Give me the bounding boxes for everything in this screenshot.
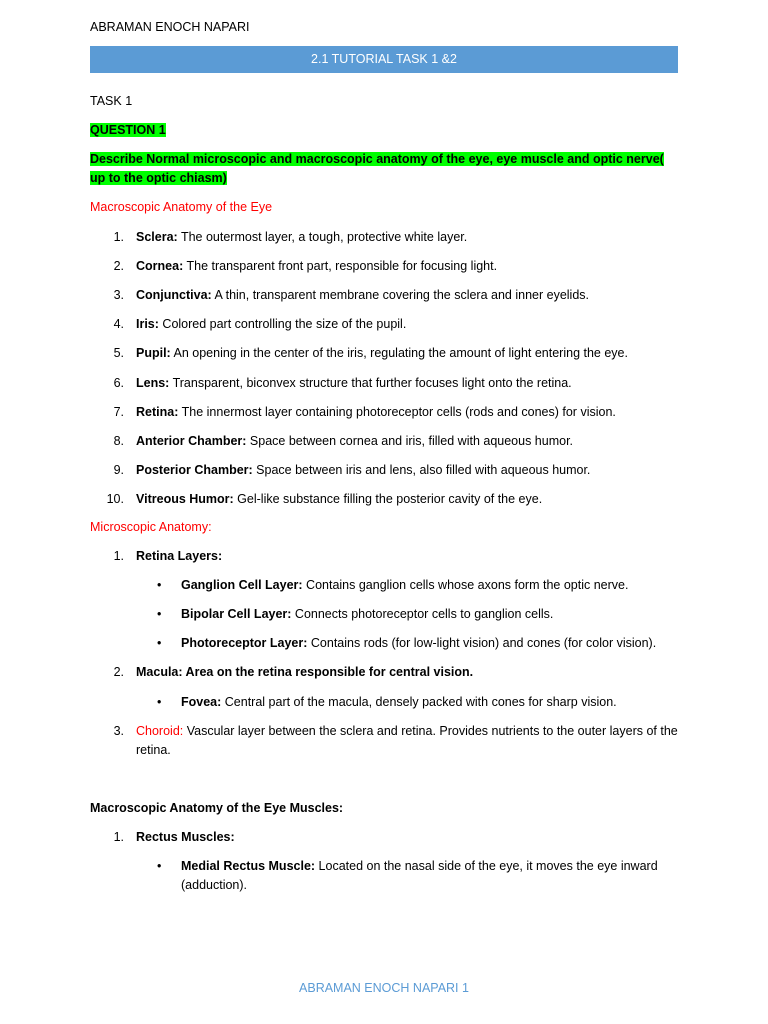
retina-layers-label-text: Retina Layers: (136, 549, 223, 563)
medial-rectus-item (181, 857, 671, 895)
task-label: TASK 1 (90, 94, 133, 108)
item-desc: The outermost layer, a tough, protective white layer. (177, 230, 468, 244)
item-desc: The transparent front part, responsible for focusing light. (183, 259, 498, 274)
list-number: 3. (113, 724, 124, 738)
list-number: 3. (113, 288, 124, 303)
list-number: 1. (113, 830, 124, 844)
macro-eye-heading: Macroscopic Anatomy of the Eye (90, 200, 273, 214)
bullet-icon: • (157, 636, 162, 650)
item-term: Anterior Chamber: (136, 433, 247, 448)
list-number: 10. (106, 491, 124, 506)
bullet-term: Fovea: (181, 695, 222, 709)
item-term: Retina: (136, 404, 179, 419)
list-number: 2. (113, 259, 124, 274)
item-term: Iris: (136, 317, 159, 332)
rectus-label-text: Rectus Muscles: (136, 830, 235, 844)
question-text-highlight: Describe Normal microscopic and macroscopic anatomy of the eye, eye muscle and optic nerve( up to the optic chiasm) (90, 152, 664, 185)
list-item (136, 344, 628, 363)
list-number: 5. (113, 346, 124, 361)
list-item (136, 228, 467, 247)
list-number: 4. (113, 317, 124, 332)
list-item (136, 286, 589, 305)
bullet-desc: Located on the nasal side of the eye, it moves the eye inward (adduction). (181, 859, 658, 892)
item-term: Posterior Chamber: (136, 462, 253, 477)
macula-label (136, 663, 473, 682)
bullet-icon: • (157, 578, 162, 592)
item-desc: A thin, transparent membrane covering the sclera and inner eyelids. (211, 288, 589, 303)
bullet-desc: Contains rods (for low-light vision) and cones (for color vision). (307, 636, 657, 650)
page-footer: ABRAMAN ENOCH NAPARI 1 (299, 981, 469, 995)
bullet-icon: • (157, 695, 162, 709)
item-desc: An opening in the center of the iris, regulating the amount of light entering the eye. (170, 346, 628, 361)
question-label (90, 121, 166, 140)
bullet-icon: • (157, 607, 162, 621)
list-number: 6. (113, 375, 124, 390)
bullet-term: Ganglion Cell Layer: (181, 578, 303, 592)
fovea-item (181, 693, 617, 712)
item-term: Pupil: (136, 346, 171, 361)
muscles-heading (90, 799, 343, 818)
item-desc: Colored part controlling the size of the pupil. (158, 317, 407, 332)
bullet-term: Bipolar Cell Layer: (181, 607, 292, 621)
list-number: 8. (113, 433, 124, 448)
bullet-item (181, 576, 628, 595)
title-banner: 2.1 TUTORIAL TASK 1 &2 (90, 46, 678, 73)
list-item (136, 403, 616, 422)
list-item (136, 315, 406, 334)
bullet-desc: Central part of the macula, densely packed with cones for sharp vision. (221, 695, 617, 709)
item-term: Conjunctiva: (136, 288, 212, 303)
question-label-text: QUESTION 1 (90, 123, 166, 137)
bullet-desc: Connects photoreceptor cells to ganglion cells. (291, 607, 554, 621)
bullet-icon: • (157, 859, 162, 873)
item-desc: Space between iris and lens, also filled with aqueous humor. (252, 462, 591, 477)
choroid-desc: Vascular layer between the sclera and retina. Provides nutrients to the outer layers of the retina. (136, 724, 678, 757)
bullet-item (181, 605, 553, 624)
list-item (136, 374, 572, 393)
author-header: ABRAMAN ENOCH NAPARI (90, 20, 250, 34)
list-item (136, 257, 497, 276)
item-desc: Gel-like substance filling the posterior cavity of the eye. (233, 491, 543, 506)
item-desc: The innermost layer containing photoreceptor cells (rods and cones) for vision. (178, 404, 616, 419)
list-number: 2. (113, 665, 124, 679)
item-term: Lens: (136, 375, 170, 390)
item-term: Cornea: (136, 259, 184, 274)
bullet-desc: Contains ganglion cells whose axons form the optic nerve. (302, 578, 629, 592)
bullet-term: Medial Rectus Muscle: (181, 859, 316, 873)
retina-layers-label (136, 547, 222, 566)
list-item (136, 461, 590, 480)
choroid-item (136, 722, 678, 760)
list-number: 1. (113, 549, 124, 563)
bullet-term: Photoreceptor Layer: (181, 636, 308, 650)
muscles-heading-text: Macroscopic Anatomy of the Eye Muscles: (90, 801, 344, 815)
macula-label-text: Macula: Area on the retina responsible for central vision. (136, 665, 474, 679)
list-number: 9. (113, 462, 124, 477)
list-number: 1. (113, 230, 124, 244)
question-text (90, 150, 680, 188)
item-desc: Space between cornea and iris, filled with aqueous humor. (246, 433, 574, 448)
rectus-label (136, 828, 235, 847)
micro-heading: Microscopic Anatomy: (90, 520, 212, 534)
bullet-item (181, 634, 656, 653)
list-item (136, 490, 542, 509)
list-number: 7. (113, 404, 124, 419)
list-item (136, 432, 573, 451)
item-term: Vitreous Humor: (136, 491, 234, 506)
item-term: Sclera: (136, 230, 178, 244)
item-desc: Transparent, biconvex structure that further focuses light onto the retina. (169, 375, 572, 390)
choroid-term: Choroid: (136, 724, 184, 738)
